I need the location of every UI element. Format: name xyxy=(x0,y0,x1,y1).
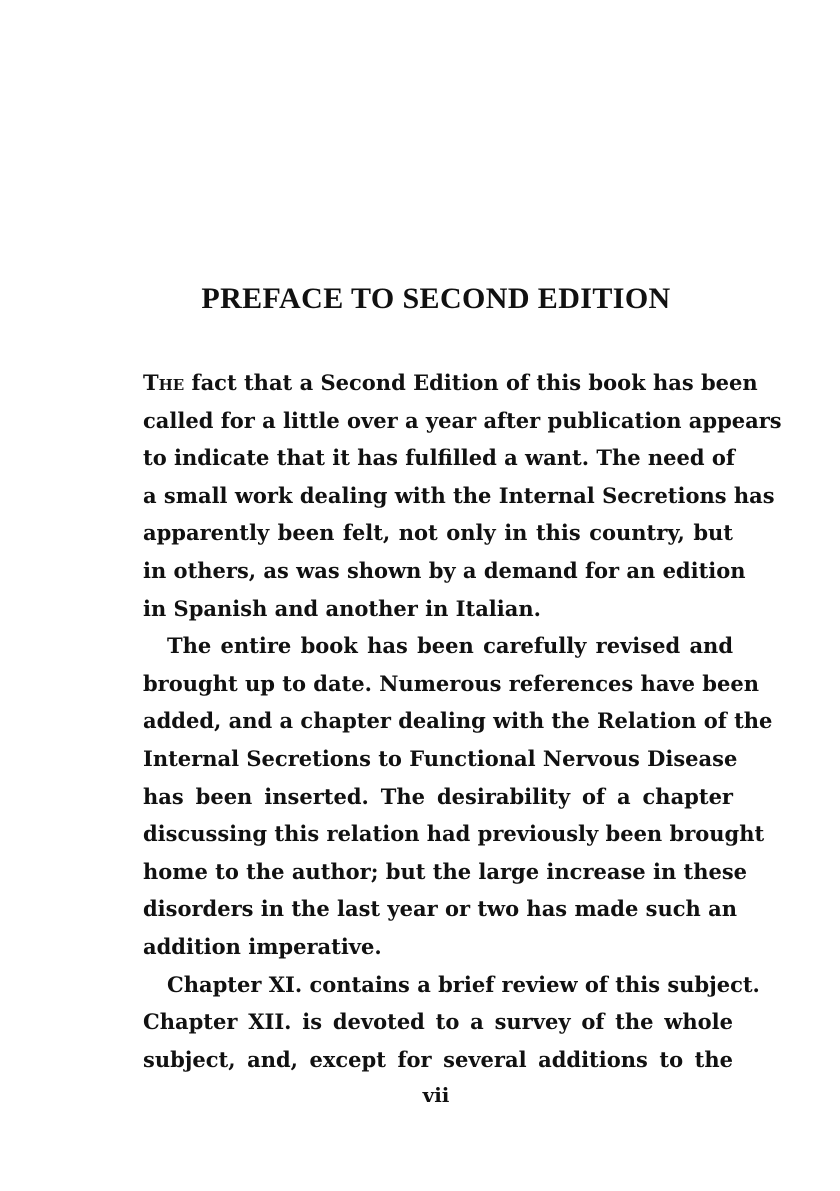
text-line: Internal Secretions to Functional Nervous Disease xyxy=(143,745,738,771)
text-line: to indicate that it has fulfilled a want. The need of xyxy=(143,445,735,471)
text-line: disorders in the last year or two has made such an xyxy=(143,896,737,922)
text-line: in Spanish and another in Italian. xyxy=(143,595,541,621)
text-line: subject, and, except for several additions to the xyxy=(143,1046,733,1072)
text-line: has been inserted. The desirability of a chapter xyxy=(143,783,733,809)
text-line: home to the author; but the large increase in these xyxy=(143,858,748,884)
text-line: added, and a chapter dealing with the Relation of the xyxy=(143,708,773,734)
text-line: The entire book has been carefully revised and xyxy=(167,633,733,659)
page-title: PREFACE TO SECOND EDITION xyxy=(201,282,671,315)
paragraph-1 xyxy=(143,364,782,627)
text-line: brought up to date. Numerous references have been xyxy=(143,670,759,696)
text-line: addition imperative. xyxy=(143,933,382,959)
text-line: apparently been felt, not only in this country, but xyxy=(143,520,733,546)
page-number: vii xyxy=(422,1083,450,1107)
paragraph-2 xyxy=(143,627,773,965)
text-line: discussing this relation had previously been brought xyxy=(143,821,765,847)
text-line: in others, as was shown by a demand for an edition xyxy=(143,557,746,583)
text-line: The fact that a Second Edition of this book has been xyxy=(143,370,758,395)
paragraph-3 xyxy=(143,966,760,1079)
text-line: Chapter XI. contains a brief review of this subject. xyxy=(167,971,760,997)
text-line: a small work dealing with the Internal Secretions has xyxy=(143,482,775,508)
text-line: Chapter XII. is devoted to a survey of the whole xyxy=(143,1009,733,1035)
small-caps-lead: The xyxy=(143,370,185,395)
preface-body xyxy=(143,364,782,1078)
text-line: called for a little over a year after publication appears xyxy=(143,407,782,433)
